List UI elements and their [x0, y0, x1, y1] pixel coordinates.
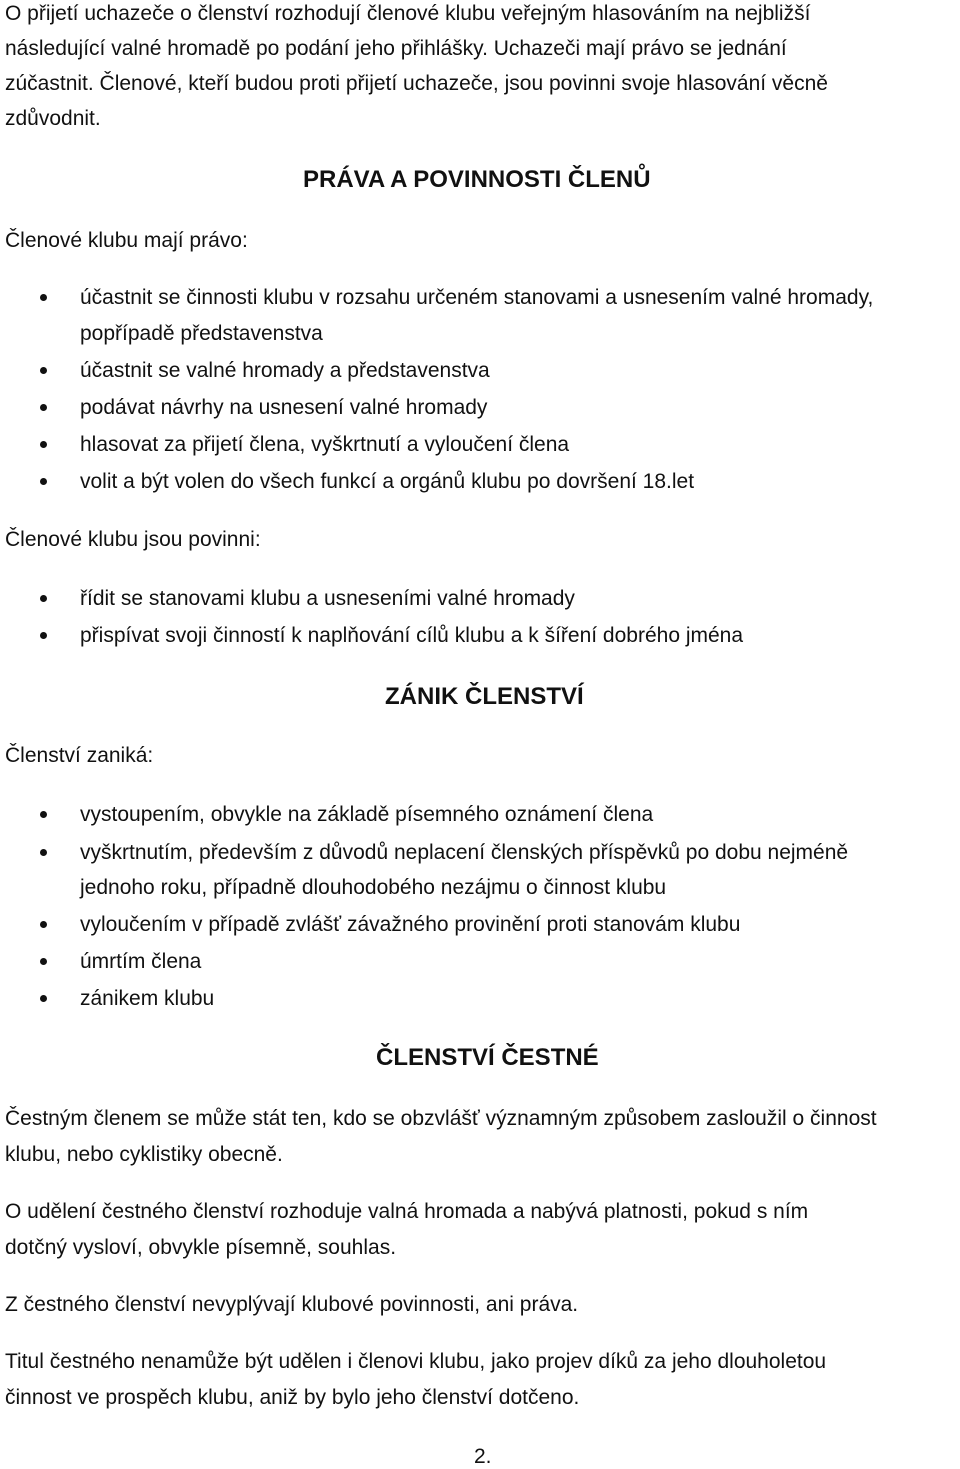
- bullet-icon: [40, 294, 47, 301]
- paragraph-line: Čestným členem se může stát ten, kdo se obzvlášť významným způsobem zasloužil o činnost: [5, 1107, 877, 1130]
- paragraph-line: Titul čestného nenamůže být udělen i členovi klubu, jako projev díků za jeho dlouholetou: [5, 1350, 827, 1373]
- list-item: přispívat svoji činností k naplňování cílů klubu a k šíření dobrého jména: [80, 624, 744, 647]
- intro-line: O přijetí uchazeče o členství rozhodují členové klubu veřejným hlasováním na nejbližší: [5, 2, 811, 25]
- list-item: účastnit se činnosti klubu v rozsahu určeném stanovami a usnesením valné hromady,: [80, 286, 874, 309]
- rights-label: Členové klubu mají právo:: [5, 229, 248, 252]
- bullet-icon: [40, 921, 47, 928]
- list-item: vyloučením v případě zvlášť závažného provinění proti stanovám klubu: [80, 913, 741, 936]
- bullet-icon: [40, 404, 47, 411]
- list-item-continuation: jednoho roku, případně dlouhodobého nezájmu o činnost klubu: [80, 876, 667, 899]
- section-heading-honorary: ČLENSTVÍ ČESTNÉ: [376, 1044, 599, 1071]
- bullet-icon: [40, 958, 47, 965]
- bullet-icon: [40, 811, 47, 818]
- list-item: vystoupením, obvykle na základě písemného oznámení člena: [80, 803, 654, 826]
- list-item: hlasovat za přijetí člena, vyškrtnutí a vyloučení člena: [80, 433, 570, 456]
- list-item: zánikem klubu: [80, 987, 215, 1010]
- section-heading-termination: ZÁNIK ČLENSTVÍ: [385, 683, 584, 710]
- list-item: podávat návrhy na usnesení valné hromady: [80, 396, 488, 419]
- paragraph-line: O udělení čestného členství rozhoduje valná hromada a nabývá platnosti, pokud s ním: [5, 1200, 809, 1223]
- bullet-icon: [40, 995, 47, 1002]
- intro-line: zúčastnit. Členové, kteří budou proti přijetí uchazeče, jsou povinni svoje hlasování věcně: [5, 72, 828, 95]
- bullet-icon: [40, 849, 47, 856]
- list-item-continuation: popřípadě představenstva: [80, 322, 323, 345]
- list-item: volit a být volen do všech funkcí a orgánů klubu po dovršení 18.let: [80, 470, 695, 493]
- termination-label: Členství zaniká:: [5, 744, 154, 767]
- list-item: úmrtím člena: [80, 950, 202, 973]
- intro-line: následující valné hromadě po podání jeho přihlášky. Uchazeči mají právo se jednání: [5, 37, 787, 60]
- bullet-icon: [40, 367, 47, 374]
- page-number: 2.: [474, 1445, 492, 1468]
- bullet-icon: [40, 632, 47, 639]
- intro-line: zdůvodnit.: [5, 107, 101, 130]
- bullet-icon: [40, 478, 47, 485]
- bullet-icon: [40, 441, 47, 448]
- paragraph-line: dotčný vysloví, obvykle písemně, souhlas.: [5, 1236, 397, 1259]
- list-item: vyškrtnutím, především z důvodů neplacení členských příspěvků po dobu nejméně: [80, 841, 849, 864]
- paragraph-line: klubu, nebo cyklistiky obecně.: [5, 1143, 283, 1166]
- paragraph-line: Z čestného členství nevyplývají klubové povinnosti, ani práva.: [5, 1293, 579, 1316]
- bullet-icon: [40, 595, 47, 602]
- list-item: účastnit se valné hromady a představenstva: [80, 359, 490, 382]
- duties-label: Členové klubu jsou povinni:: [5, 528, 261, 551]
- paragraph-line: činnost ve prospěch klubu, aniž by bylo jeho členství dotčeno.: [5, 1386, 580, 1409]
- list-item: řídit se stanovami klubu a usneseními valné hromady: [80, 587, 575, 610]
- section-heading-rights: PRÁVA A POVINNOSTI ČLENŮ: [303, 166, 651, 193]
